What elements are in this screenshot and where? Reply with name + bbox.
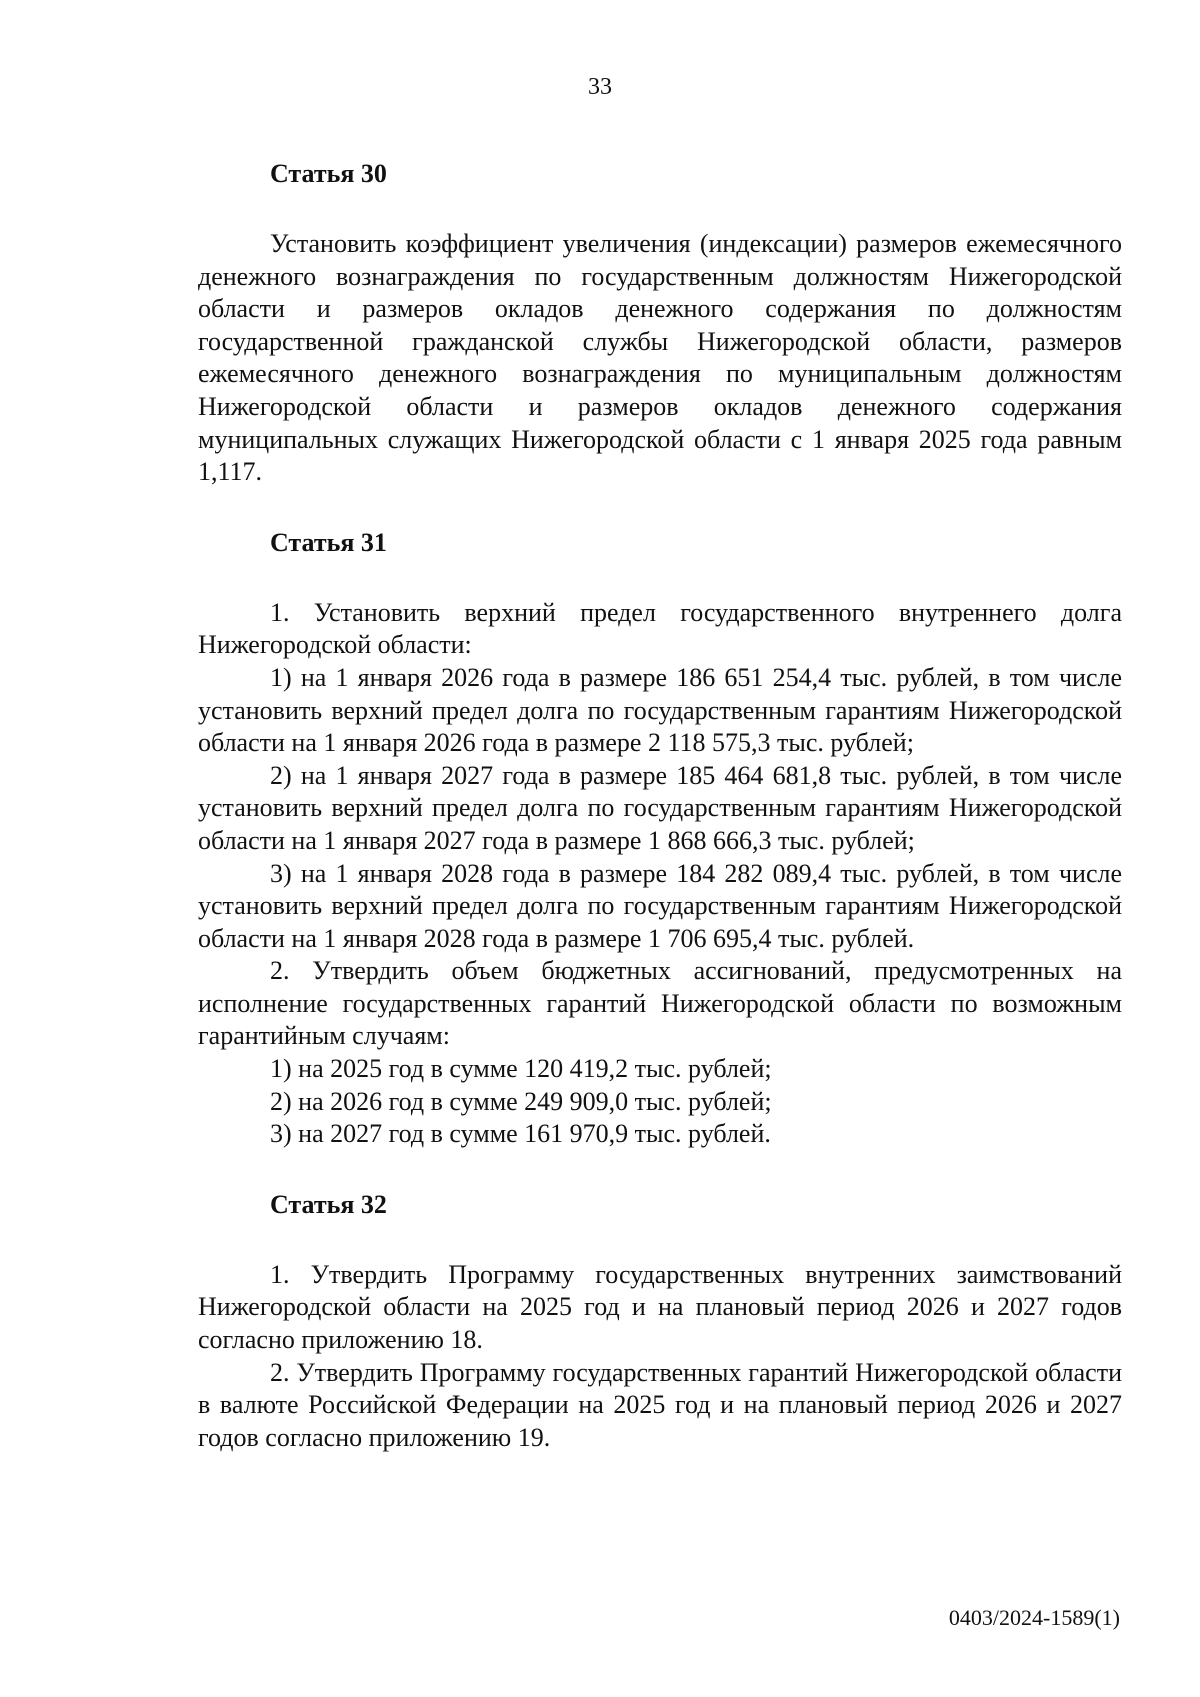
- document-body: [198, 158, 1122, 1454]
- page-number: 33: [588, 74, 612, 100]
- article-32: [198, 1189, 1122, 1455]
- article-paragraph: 2) на 2026 год в сумме 249 909,0 тыс. рублей;: [270, 1086, 772, 1116]
- article-heading: Статья 31: [270, 527, 387, 557]
- article-paragraph: 3) на 1 января 2028 года в размере 184 282 089,4 тыс. рублей, в том числе установить верхний предел долга по государственным гарантиям Нижегородской области на 1 января 2028 года в размере 1 706 695,4 тыс. рублей.: [198, 858, 1122, 953]
- article-paragraph: 3) на 2027 год в сумме 161 970,9 тыс. рублей.: [270, 1119, 771, 1149]
- article-paragraph: 1. Установить верхний предел государственного внутреннего долга Нижегородской области:: [198, 597, 1122, 660]
- article-paragraph: 2. Утвердить объем бюджетных ассигнований, предусмотренных на исполнение государственных гарантий Нижегородской области по возможным гарантийным случаям:: [198, 956, 1122, 1051]
- article-heading: Статья 30: [270, 159, 387, 188]
- article-31: [198, 527, 1122, 1151]
- article-paragraph: 2. Утвердить Программу государственных гарантий Нижегородской области в валюте Российской Федерации на 2025 год и на плановый период 2026 и 2027 годов согласно приложению 19.: [198, 1357, 1122, 1452]
- article-paragraph: 1) на 2025 год в сумме 120 419,2 тыс. рублей;: [270, 1054, 772, 1084]
- article-paragraph: 2) на 1 января 2027 года в размере 185 464 681,8 тыс. рублей, в том числе установить верхний предел долга по государственным гарантиям Нижегородской области на 1 января 2027 года в размере 1 868 666,3 тыс. рублей;: [198, 760, 1122, 855]
- article-30: [198, 158, 1122, 489]
- document-code: 0403/2024-1589(1): [948, 1605, 1120, 1630]
- article-heading: Статья 32: [270, 1189, 387, 1219]
- article-paragraph: 1. Утвердить Программу государственных внутренних заимствований Нижегородской области на 2025 год и на плановый период 2026 и 2027 годов согласно приложению 18.: [198, 1259, 1122, 1355]
- article-paragraph: Установить коэффициент увеличения (индексации) размеров ежемесячного денежного вознаграждения по государственным должностям Нижегородской области и размеров окладов денежного содержания по должностям государственной гражданской службы Нижегородской области, размеров ежемесячного денежного вознаграждения по муниципальным должностям Нижегородской области и размеров окладов денежного содержания муниципальных служащих Нижегородской области с 1 января 2025 года равным 1,117.: [198, 229, 1122, 487]
- article-paragraph: 1) на 1 января 2026 года в размере 186 651 254,4 тыс. рублей, в том числе установить верхний предел долга по государственным гарантиям Нижегородской области на 1 января 2026 года в размере 2 118 575,3 тыс. рублей;: [198, 662, 1122, 758]
